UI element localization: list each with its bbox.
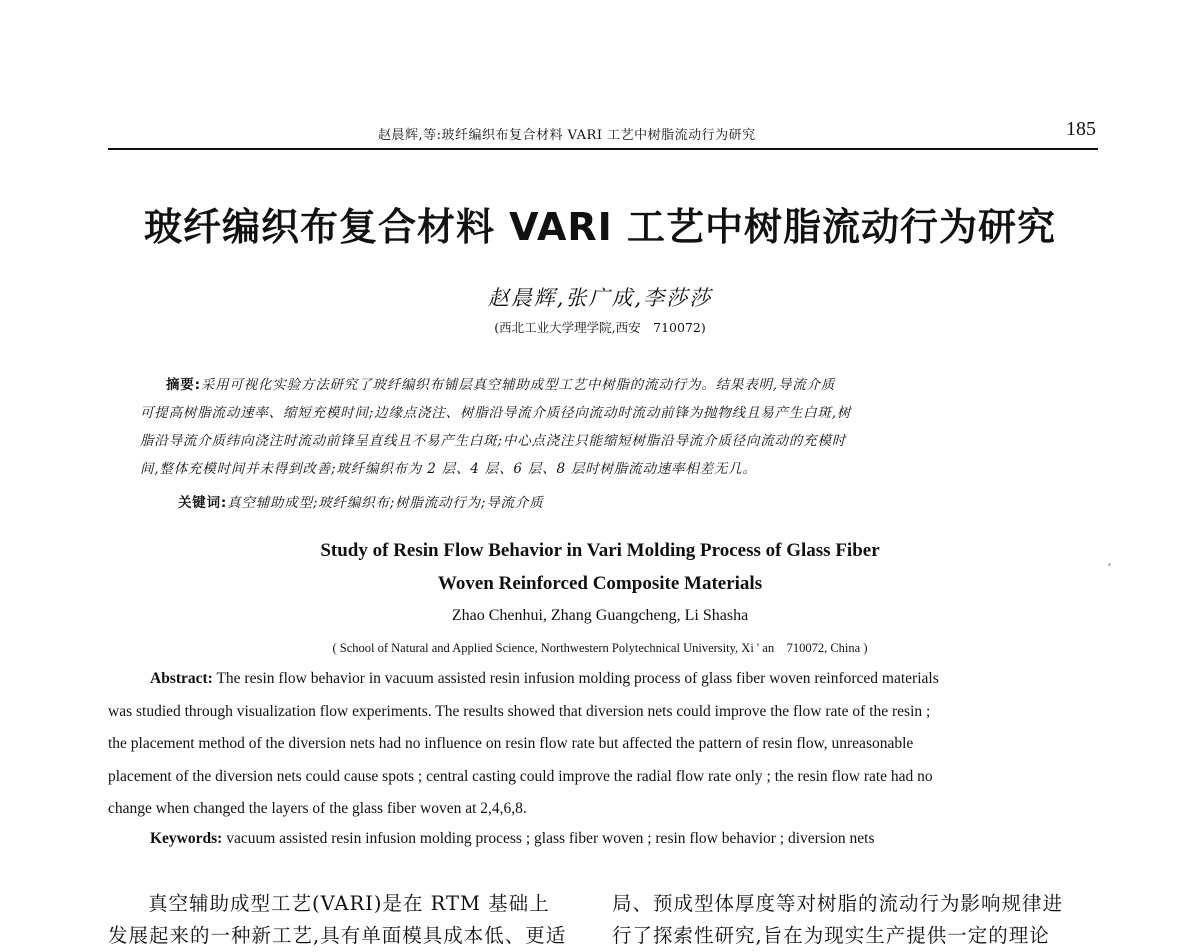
- paper-title-en-line-2: Woven Reinforced Composite Materials: [437, 573, 763, 594]
- abstract-en-text: The resin flow behavior in vacuum assisted resin infusion molding process of glass fiber woven reinforced materials: [216, 670, 939, 687]
- keywords-cn-label: 关键词:: [178, 495, 228, 511]
- keywords-en: [108, 824, 1142, 854]
- affiliation-cn: (西北工业大学理学院,西安 710072): [494, 320, 706, 335]
- abstract-cn-line-4: 间,整体充模时间并未得到改善;玻纤编织布为 2 层、4 层、6 层、8 层时树脂流动速率相差无几。: [140, 461, 757, 477]
- body-right-line-1: 局、预成型体厚度等对树脂的流动行为影响规律进: [612, 892, 1064, 915]
- abstract-en-label: Abstract:: [150, 670, 213, 687]
- authors-en: Zhao Chenhui, Zhang Guangcheng, Li Shasha: [451, 607, 749, 624]
- abstract-en-line-2: was studied through visualization flow experiments. The results showed that diversion nets could improve the flow rate of the resin ;: [108, 703, 931, 720]
- abstract-cn-line-3: 脂沿导流介质纬向浇注时流动前锋呈直线且不易产生白斑;中心点浇注只能缩短树脂沿导流介质径向流动的充模时: [140, 433, 847, 449]
- body-right-line-2: 行了探索性研究,旨在为现实生产提供一定的理论: [612, 924, 1050, 947]
- paper-title-cn: 玻纤编织布复合材料 VARI 工艺中树脂流动行为研究: [143, 205, 1057, 249]
- page-number: 185: [1066, 118, 1096, 140]
- abstract-en-line-5: change when changed the layers of the glass fiber woven at 2,4,6,8.: [108, 800, 527, 817]
- keywords-en-label: Keywords:: [150, 830, 223, 847]
- running-header: [108, 118, 1098, 150]
- keywords-en-text: vacuum assisted resin infusion molding process ; glass fiber woven ; resin flow behavior ; diversion nets: [226, 830, 875, 847]
- body-left-line-1: 真空辅助成型工艺(VARI)是在 RTM 基础上: [148, 892, 550, 915]
- scan-speck: [1108, 563, 1111, 566]
- keywords-cn-text: 真空辅助成型;玻纤编织布;树脂流动行为;导流介质: [227, 495, 544, 511]
- abstract-cn-text: 采用可视化实验方法研究了玻纤编织布铺层真空辅助成型工艺中树脂的流动行为。结果表明,导流介质: [200, 377, 836, 393]
- abstract-cn-line-1: [140, 371, 1106, 399]
- abstract-en-line-4: placement of the diversion nets could cause spots ; central casting could improve the radial flow rate only ; the resin flow rate had no: [108, 768, 933, 785]
- abstract-en-line-1: [108, 664, 1142, 694]
- paper-title-en-line-1: Study of Resin Flow Behavior in Vari Molding Process of Glass Fiber: [320, 540, 880, 561]
- running-title: 赵晨辉,等:玻纤编织布复合材料 VARI 工艺中树脂流动行为研究: [378, 128, 756, 143]
- affiliation-en: ( School of Natural and Applied Science, Northwestern Polytechnical University, Xi ' an 710072, China ): [332, 641, 868, 655]
- abstract-cn-label: 摘要:: [166, 377, 201, 393]
- abstract-en-line-3: the placement method of the diversion nets had no influence on resin flow rate but affected the pattern of resin flow, unreasonable: [108, 735, 914, 752]
- abstract-cn-line-2: 可提高树脂流动速率、缩短充模时间;边缘点浇注、树脂沿导流介质径向流动时流动前锋为抛物线且易产生白斑,树: [140, 405, 852, 421]
- keywords-cn: [140, 489, 1118, 517]
- authors-cn: 赵晨辉,张广成,李莎莎: [487, 286, 713, 310]
- body-left-line-2: 发展起来的一种新工艺,具有单面模具成本低、更适: [108, 924, 567, 947]
